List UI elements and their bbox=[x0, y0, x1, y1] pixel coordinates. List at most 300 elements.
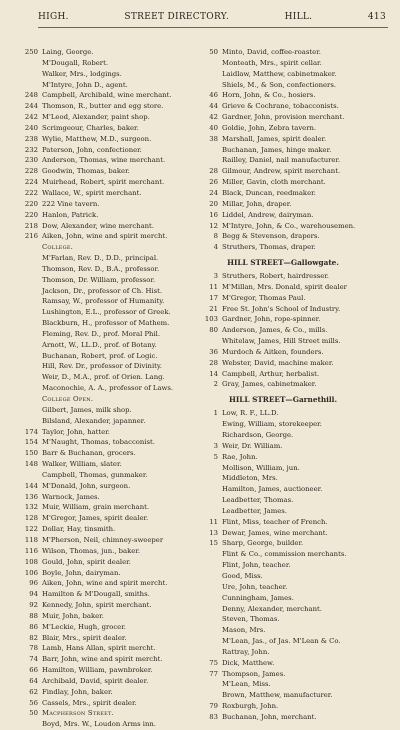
directory-entry bbox=[200, 549, 366, 560]
directory-entry bbox=[20, 448, 186, 459]
house-number: 80 bbox=[209, 326, 218, 335]
directory-entry bbox=[20, 286, 186, 297]
entry-text: Findlay, John, baker. bbox=[42, 687, 113, 696]
entry-text: Lushington, E.L., professor of Greek. bbox=[42, 308, 171, 317]
entry-text: Flint, Miss, teacher of French. bbox=[222, 517, 328, 526]
house-number bbox=[200, 155, 222, 166]
house-number bbox=[200, 145, 222, 156]
house-number bbox=[20, 253, 42, 264]
entry-text: Hill, Rev. Dr., professor of Divinity. bbox=[42, 362, 163, 371]
directory-entry bbox=[200, 506, 366, 517]
entry-text: M'Lean, Miss. bbox=[222, 680, 271, 689]
directory-entry bbox=[20, 58, 186, 69]
directory-entry bbox=[200, 325, 366, 336]
directory-entry bbox=[200, 647, 366, 658]
house-number bbox=[20, 80, 42, 91]
entry-text: Aiken, John, wine and spirit mercht. bbox=[42, 232, 168, 241]
entry-text: Dow, Alexander, wine merchant. bbox=[42, 221, 154, 230]
house-number: 5 bbox=[213, 452, 218, 461]
house-number: 28 bbox=[209, 167, 218, 176]
house-number bbox=[20, 296, 42, 307]
directory-entry bbox=[20, 351, 186, 362]
entry-text: Steven, Thomas. bbox=[222, 615, 280, 624]
entry-text: Paterson, John, confectioner. bbox=[42, 145, 142, 154]
house-number bbox=[200, 419, 222, 430]
directory-entry bbox=[20, 275, 186, 286]
directory-entry bbox=[20, 340, 186, 351]
entry-text: 222 Vine tavern. bbox=[42, 199, 100, 208]
directory-entry bbox=[200, 419, 366, 430]
house-number bbox=[200, 58, 222, 69]
directory-entry bbox=[20, 134, 186, 145]
house-number bbox=[20, 307, 42, 318]
entry-text: M'Gregor, Thomas Paul. bbox=[222, 293, 306, 302]
directory-entry bbox=[200, 463, 366, 474]
entry-text: Wylie, Matthew, M.D., surgeon. bbox=[42, 134, 152, 143]
entry-text: Low, R. F., LL.D. bbox=[222, 409, 279, 418]
house-number bbox=[200, 430, 222, 441]
entry-text: Railley, Daniel, nail manufacturer. bbox=[222, 156, 341, 165]
house-number: 136 bbox=[24, 492, 38, 501]
house-number: 232 bbox=[24, 145, 38, 154]
directory-entry bbox=[20, 394, 186, 405]
directory-entry bbox=[200, 679, 366, 690]
directory-entry bbox=[20, 361, 186, 372]
entry-text: Aiken, John, wine and spirit mercht. bbox=[42, 579, 168, 588]
house-number bbox=[200, 80, 222, 91]
entry-text: Monteath, Mrs., spirit cellar. bbox=[222, 58, 322, 67]
house-number: 50 bbox=[209, 48, 218, 56]
entry-text: Miller, Gavin, cloth merchant. bbox=[222, 178, 326, 187]
directory-entry bbox=[200, 614, 366, 625]
entry-text: Kennedy, John, spirit merchant. bbox=[42, 601, 152, 610]
house-number: 42 bbox=[209, 113, 218, 122]
entry-text: Thomson, Dr. William, professor. bbox=[42, 275, 156, 284]
directory-entry bbox=[20, 654, 186, 665]
house-number: 16 bbox=[209, 210, 218, 219]
directory-entry bbox=[20, 329, 186, 340]
house-number: 230 bbox=[24, 156, 38, 165]
directory-entry bbox=[20, 665, 186, 676]
entry-text: Marshall, James, spirit dealer. bbox=[222, 134, 327, 143]
directory-entry bbox=[20, 307, 186, 318]
entry-text: Liddel, Andrew, dairyman. bbox=[222, 210, 314, 219]
directory-entry bbox=[20, 372, 186, 383]
house-number bbox=[200, 495, 222, 506]
entry-text: Roxburgh, John. bbox=[222, 702, 279, 711]
entry-text: Rae, John. bbox=[222, 452, 258, 461]
house-number bbox=[20, 340, 42, 351]
entry-text: Horn, John, & Co., hosiers. bbox=[222, 91, 316, 100]
entry-text: M'Pherson, Neil, chimney-sweeper bbox=[42, 535, 164, 544]
directory-entry bbox=[20, 231, 186, 242]
directory-entry bbox=[200, 271, 366, 282]
directory-entry bbox=[20, 708, 186, 719]
directory-entry bbox=[200, 80, 366, 91]
directory-entry bbox=[200, 358, 366, 369]
directory-entry bbox=[20, 600, 186, 611]
directory-entry bbox=[20, 643, 186, 654]
entry-text: Gardner, John, rope-spinner. bbox=[222, 315, 321, 324]
directory-entry bbox=[200, 430, 366, 441]
entry-text: Campbell, Thomas, gunmaker. bbox=[42, 470, 148, 479]
entry-text: Thompson, James. bbox=[222, 669, 286, 678]
house-number: 77 bbox=[209, 669, 218, 678]
entry-text: Minto, David, coffee-roaster. bbox=[222, 48, 321, 56]
entry-text: Campbell, Arthur, herbalist. bbox=[222, 369, 320, 378]
house-number: 248 bbox=[24, 91, 38, 100]
directory-entry bbox=[20, 589, 186, 600]
house-number bbox=[200, 614, 222, 625]
directory-entry bbox=[200, 123, 366, 134]
entry-text: Dewar, James, wine merchant. bbox=[222, 528, 328, 537]
house-number: 238 bbox=[24, 134, 38, 143]
entry-text: Ewing, William, storekeeper. bbox=[222, 420, 322, 429]
directory-entry bbox=[20, 101, 186, 112]
entry-text: Webster, David, machine maker. bbox=[222, 358, 334, 367]
directory-entry bbox=[20, 90, 186, 101]
entry-text: Mollison, William, jun. bbox=[222, 463, 300, 472]
directory-entry bbox=[200, 625, 366, 636]
house-number: 75 bbox=[209, 658, 218, 667]
house-number: 44 bbox=[209, 102, 218, 111]
directory-entry bbox=[20, 698, 186, 709]
page-number: 413 bbox=[367, 12, 386, 22]
house-number: 4 bbox=[213, 243, 218, 252]
entry-text: Scrimgeour, Charles, baker. bbox=[42, 123, 139, 132]
directory-entry bbox=[200, 636, 366, 647]
house-number: 8 bbox=[213, 232, 218, 241]
directory-entry bbox=[20, 210, 186, 221]
house-number bbox=[20, 69, 42, 80]
house-number bbox=[20, 383, 42, 394]
directory-entry bbox=[20, 155, 186, 166]
directory-entry bbox=[20, 633, 186, 644]
entry-text: Taylor, John, hatter. bbox=[42, 427, 110, 436]
directory-entry bbox=[200, 538, 366, 549]
house-number: 250 bbox=[24, 48, 38, 56]
entry-text: Sharp, George, builder. bbox=[222, 539, 304, 548]
entry-text: Muirhead, Robert, spirit merchant. bbox=[42, 178, 165, 187]
house-number bbox=[200, 473, 222, 484]
house-number: 12 bbox=[209, 221, 218, 230]
entry-text: Dollar, Hay, tinsmith. bbox=[42, 525, 116, 534]
directory-entry bbox=[200, 571, 366, 582]
house-number bbox=[200, 604, 222, 615]
house-number bbox=[20, 470, 42, 481]
directory-entry bbox=[20, 513, 186, 524]
entry-text: Hamilton, William, pawnbroker. bbox=[42, 666, 153, 675]
directory-entry bbox=[20, 264, 186, 275]
right-column bbox=[200, 47, 366, 721]
directory-entry bbox=[20, 568, 186, 579]
house-number: 46 bbox=[209, 91, 218, 100]
directory-entry bbox=[200, 69, 366, 80]
entry-text: Goldie, John, Zebra tavern. bbox=[222, 123, 317, 132]
house-number: 240 bbox=[24, 123, 38, 132]
directory-entry bbox=[200, 101, 366, 112]
house-number: 11 bbox=[209, 517, 218, 526]
house-number bbox=[200, 484, 222, 495]
entry-text: Campbell, Archibald, wine merchant. bbox=[42, 91, 172, 100]
house-number bbox=[200, 593, 222, 604]
entry-text: Wilson, Thomas, jun., baker. bbox=[42, 546, 141, 555]
directory-entry bbox=[200, 484, 366, 495]
section-label: Macpherson Street. bbox=[42, 709, 114, 718]
entry-text: Mason, Mrs. bbox=[222, 626, 266, 635]
entry-text: M'Gregor, James, spirit dealer. bbox=[42, 514, 149, 523]
directory-entry bbox=[20, 296, 186, 307]
entry-text: Ure, John, teacher. bbox=[222, 582, 288, 591]
entry-text: Weir, D., M.A., prof. of Orien. Lang. bbox=[42, 373, 165, 382]
house-number: 2 bbox=[213, 380, 218, 389]
directory-entry bbox=[200, 314, 366, 325]
entry-text: Gould, John, spirit dealer. bbox=[42, 557, 131, 566]
house-number bbox=[20, 275, 42, 286]
directory-entry bbox=[20, 427, 186, 438]
house-number: 28 bbox=[209, 358, 218, 367]
entry-text: Buchanan, James, hinge maker. bbox=[222, 145, 332, 154]
house-number: 13 bbox=[209, 528, 218, 537]
house-number: 74 bbox=[29, 655, 38, 664]
entry-text: Ramsay, W., professor of Humanity. bbox=[42, 297, 165, 306]
directory-entry bbox=[200, 166, 366, 177]
entry-text: Boyle, John, dairyman. bbox=[42, 568, 121, 577]
directory-entry bbox=[20, 177, 186, 188]
directory-entry bbox=[200, 177, 366, 188]
house-number: 220 bbox=[24, 199, 38, 208]
directory-entry bbox=[200, 701, 366, 712]
entry-text: Blair, Mrs., spirit dealer. bbox=[42, 633, 127, 642]
house-number: 144 bbox=[24, 481, 38, 490]
directory-entry bbox=[200, 473, 366, 484]
entry-text: Millar, John, draper. bbox=[222, 199, 292, 208]
street-heading: HILL STREET—Garnethill. bbox=[228, 395, 337, 405]
entry-text: Struthers, Thomas, draper. bbox=[222, 243, 316, 252]
directory-entry bbox=[200, 495, 366, 506]
entry-text: Warnock, James. bbox=[42, 492, 100, 501]
directory-entry bbox=[20, 578, 186, 589]
entry-text: Buchanan, John, merchant. bbox=[222, 712, 317, 721]
entry-text: Richardson, George. bbox=[222, 431, 294, 439]
directory-entry bbox=[20, 481, 186, 492]
entry-text: Jackson, Dr., professor of Ch. Hist. bbox=[42, 286, 163, 295]
header-rule bbox=[38, 27, 388, 28]
entry-text: Muir, John, baker. bbox=[42, 611, 104, 620]
directory-entry bbox=[200, 336, 366, 347]
house-number: 122 bbox=[24, 525, 38, 534]
entry-text: Begg & Stevenson, drapers. bbox=[222, 232, 320, 241]
house-number bbox=[200, 679, 222, 690]
directory-entry bbox=[200, 347, 366, 358]
directory-entry bbox=[200, 199, 366, 210]
house-number: 148 bbox=[24, 460, 38, 469]
entry-text: M'Lean, Jas., of Jas. M'Lean & Co. bbox=[222, 637, 341, 646]
house-number bbox=[20, 719, 42, 730]
directory-entry bbox=[200, 58, 366, 69]
house-number: 103 bbox=[204, 315, 218, 324]
section-label: College. bbox=[42, 243, 74, 252]
house-number bbox=[200, 571, 222, 582]
directory-entry bbox=[20, 47, 186, 58]
directory-entry bbox=[20, 242, 186, 253]
directory-entry bbox=[20, 383, 186, 394]
house-number bbox=[20, 242, 42, 253]
entry-text: Black, Duncan, reedmaker. bbox=[222, 188, 316, 197]
house-number: 242 bbox=[24, 113, 38, 122]
directory-entry bbox=[200, 47, 366, 58]
entry-text: Goodwin, Thomas, baker. bbox=[42, 167, 130, 176]
header-left: HIGH. bbox=[38, 12, 69, 22]
directory-entry bbox=[200, 210, 366, 221]
directory-entry bbox=[200, 560, 366, 571]
entry-text: M'Intyre, John D., agent. bbox=[42, 80, 128, 89]
entry-text: Denny, Alexander, merchant. bbox=[222, 604, 322, 613]
directory-entry bbox=[200, 282, 366, 293]
directory-entry bbox=[200, 293, 366, 304]
header-center: STREET DIRECTORY. bbox=[124, 12, 229, 22]
house-number bbox=[200, 506, 222, 517]
directory-entry bbox=[200, 712, 366, 723]
house-number: 222 bbox=[24, 188, 38, 197]
house-number: 11 bbox=[209, 282, 218, 291]
house-number bbox=[20, 394, 42, 405]
house-number bbox=[200, 625, 222, 636]
house-number bbox=[20, 405, 42, 416]
directory-entry bbox=[200, 90, 366, 101]
directory-entry bbox=[20, 188, 186, 199]
house-number: 83 bbox=[209, 712, 218, 721]
directory-entry bbox=[200, 155, 366, 166]
entry-text: M'Leckie, Hugh, grocer. bbox=[42, 622, 126, 631]
directory-entry bbox=[20, 676, 186, 687]
house-number bbox=[200, 549, 222, 560]
house-number: 14 bbox=[209, 369, 218, 378]
house-number: 132 bbox=[24, 503, 38, 512]
entry-text: Thomson, Rev. D., B.A., professor. bbox=[42, 264, 160, 273]
entry-text: Cassels, Mrs., spirit dealer. bbox=[42, 698, 137, 707]
house-number: 216 bbox=[24, 232, 38, 241]
entry-text: Arnott, W., LL.D., prof. of Botany. bbox=[42, 340, 157, 349]
house-number bbox=[200, 560, 222, 571]
directory-entry bbox=[200, 242, 366, 253]
directory-entry bbox=[20, 145, 186, 156]
house-number bbox=[20, 264, 42, 275]
entry-text: Barr & Buchanan, grocers. bbox=[42, 449, 136, 458]
entry-text: Maconochie, A. A., professor of Laws. bbox=[42, 384, 174, 393]
entry-text: Good, Miss. bbox=[222, 571, 263, 580]
directory-entry bbox=[200, 690, 366, 701]
entry-text: M'Naught, Thomas, tobacconist. bbox=[42, 438, 155, 447]
entry-text: Middleton, Mrs. bbox=[222, 474, 278, 483]
house-number: 66 bbox=[29, 666, 38, 675]
entry-text: Lamb, Hans Allan, spirit mercht. bbox=[42, 644, 156, 653]
directory-entry bbox=[200, 369, 366, 380]
entry-text: Walker, William, slater. bbox=[42, 460, 122, 469]
house-number: 38 bbox=[209, 134, 218, 143]
directory-entry bbox=[20, 437, 186, 448]
house-number bbox=[200, 336, 222, 347]
entry-text: Cunningham, James. bbox=[222, 593, 294, 602]
directory-entry bbox=[20, 166, 186, 177]
directory-entry bbox=[200, 604, 366, 615]
entry-text: Leadbetter, Thomas. bbox=[222, 496, 294, 505]
directory-entry bbox=[20, 687, 186, 698]
section-label: College Open. bbox=[42, 395, 94, 403]
house-number: 3 bbox=[213, 272, 218, 281]
directory-entry bbox=[20, 611, 186, 622]
running-header bbox=[38, 12, 386, 22]
directory-entry bbox=[200, 112, 366, 123]
house-number: 154 bbox=[24, 438, 38, 447]
directory-entry bbox=[20, 69, 186, 80]
house-number: 40 bbox=[209, 123, 218, 132]
entry-text: M'Donald, John, surgeon. bbox=[42, 481, 131, 490]
street-heading: HILL STREET—Gallowgate. bbox=[227, 258, 339, 268]
entry-text: Grieve & Cochrane, tobacconists. bbox=[222, 102, 339, 111]
house-number: 150 bbox=[24, 449, 38, 458]
house-number: 82 bbox=[29, 633, 38, 642]
house-number: 62 bbox=[29, 687, 38, 696]
entry-text: Brown, Matthew, manufacturer. bbox=[222, 691, 333, 700]
directory-entry bbox=[20, 199, 186, 210]
house-number bbox=[200, 463, 222, 474]
entry-text: Hamilton, James, auctioneer. bbox=[222, 485, 323, 494]
entry-text: Gray, James, cabinetmaker. bbox=[222, 380, 317, 389]
directory-entry bbox=[20, 535, 186, 546]
directory-entry bbox=[20, 459, 186, 470]
house-number bbox=[20, 361, 42, 372]
entry-text: Gilbert, James, milk shop. bbox=[42, 405, 132, 414]
entry-text: Gardner, John, provision merchant. bbox=[222, 113, 345, 122]
house-number bbox=[20, 329, 42, 340]
entry-text: Buchanan, Robert, prof. of Logic. bbox=[42, 351, 158, 360]
entry-text: Laing, George. bbox=[42, 48, 94, 56]
house-number: 118 bbox=[24, 535, 38, 544]
entry-text: Barr, John, wine and spirit mercht. bbox=[42, 655, 163, 664]
directory-entry bbox=[200, 231, 366, 242]
entry-text: Free St. John's School of Industry. bbox=[222, 304, 341, 313]
directory-entry bbox=[20, 524, 186, 535]
house-number bbox=[20, 318, 42, 329]
entry-text: Walker, Mrs., lodgings. bbox=[42, 69, 122, 78]
entry-text: Archibald, David, spirit dealer. bbox=[42, 676, 149, 685]
house-number: 94 bbox=[29, 590, 38, 599]
house-number: 24 bbox=[209, 188, 218, 197]
directory-entry bbox=[20, 112, 186, 123]
house-number: 244 bbox=[24, 102, 38, 111]
directory-entry bbox=[20, 318, 186, 329]
house-number: 3 bbox=[213, 441, 218, 450]
house-number: 79 bbox=[209, 702, 218, 711]
house-number: 218 bbox=[24, 221, 38, 230]
house-number: 128 bbox=[24, 514, 38, 523]
entry-text: Fleming, Rev. D., prof. Moral Phil. bbox=[42, 329, 161, 338]
house-number: 92 bbox=[29, 601, 38, 610]
entry-text: M'Dougall, Robert. bbox=[42, 58, 108, 67]
directory-entry bbox=[20, 622, 186, 633]
directory-entry bbox=[200, 658, 366, 669]
house-number: 78 bbox=[29, 644, 38, 653]
entry-text: Whitelaw, James, Hill Street mills. bbox=[222, 337, 341, 346]
entry-text: Murdoch & Aitken, founders. bbox=[222, 347, 324, 356]
entry-text: Flint, John, teacher. bbox=[222, 561, 291, 570]
house-number: 108 bbox=[24, 557, 38, 566]
entry-text: Dick, Matthew. bbox=[222, 658, 275, 667]
entry-text: Leadbetter, James. bbox=[222, 506, 287, 515]
house-number: 15 bbox=[209, 539, 218, 548]
house-number bbox=[200, 636, 222, 647]
